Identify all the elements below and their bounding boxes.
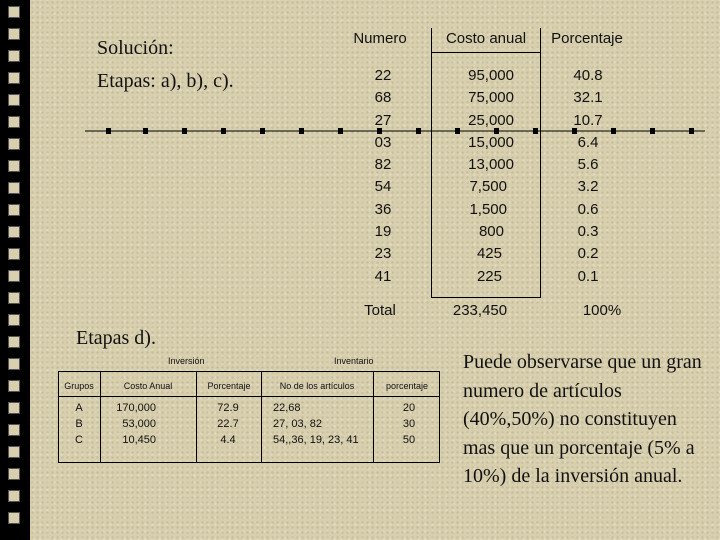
table-cell: 19 [374,223,392,241]
table-cell: 170,000 [116,402,156,414]
header-numero: Numero [353,30,407,47]
film-hole [8,468,20,480]
film-hole [8,138,20,150]
grupos-column [72,400,86,448]
film-hole [8,292,20,304]
total-costo: 233,450 [452,302,508,319]
table-rule [58,396,440,397]
summary-header-articulos: No de los artículos [279,381,355,391]
film-hole [8,182,20,194]
table-cell: 7,500 [469,178,507,196]
summary-header-costo: Costo Anual [123,381,173,391]
film-hole [8,94,20,106]
table-rule [58,462,440,463]
table-cell: 1,500 [469,200,507,218]
table-cell: 3.2 [577,178,599,196]
table-rule [431,52,541,53]
table-cell: 0.2 [577,245,599,263]
porcentaje-column-summary [212,400,244,448]
solution-title: Solución: [97,37,174,59]
porcentaje-inv-column [393,400,425,448]
group-inventario-label: Inventario [334,356,374,366]
film-hole [8,380,20,392]
film-hole [8,336,20,348]
table-cell: 22.7 [217,418,239,430]
film-hole [8,358,20,370]
summary-header-porcentaje: Porcentaje [207,381,251,391]
film-hole [8,314,20,326]
film-hole [8,512,20,524]
header-costo-anual: Costo anual [445,30,527,47]
table-cell: 72.9 [217,402,239,414]
total-label: Total [364,302,396,319]
table-rule [196,371,197,463]
table-cell: 27 [374,111,392,129]
table-cell: 53,000 [122,418,156,430]
table-rule [431,28,432,298]
film-hole [8,6,20,18]
observation-text: Puede observarse que un gran numero de artículos (40%,50%) no constituyen mas que un porcentaje (5% a 10%) de la inversión anual. [463,351,702,487]
table-cell: 54 [374,178,392,196]
table-cell: 23 [374,245,392,263]
table-cell: 03 [374,133,392,151]
total-porcentaje: 100% [582,302,622,319]
film-hole [8,116,20,128]
table-cell: 50 [402,434,416,446]
costo-column [445,65,529,288]
film-hole [8,160,20,172]
film-hole [8,248,20,260]
table-cell: 0.6 [577,200,599,218]
table-cell: 25,000 [468,111,514,129]
table-cell: 0.3 [577,223,599,241]
table-cell: 15,000 [468,133,514,151]
table-cell: 36 [374,200,392,218]
table-cell: 425 [476,245,502,263]
table-cell: B [75,418,83,430]
film-hole [8,270,20,282]
table-rule [431,297,541,298]
table-cell: 54,,36, 19, 23, 41 [273,434,359,446]
table-cell: 10,450 [122,434,156,446]
film-strip-decoration [0,0,30,540]
table-cell: 10.7 [573,111,603,129]
table-cell: 75,000 [468,89,514,107]
film-hole [8,424,20,436]
table-cell: 95,000 [468,67,514,84]
summary-header-grupos: Grupos [64,381,94,391]
table-cell: 0.1 [577,267,599,285]
film-hole [8,226,20,238]
summary-header-porcentaje-inv: porcentaje [385,381,429,391]
table-cell: 4.4 [220,434,236,446]
film-hole [8,28,20,40]
table-cell: 32.1 [573,89,603,107]
table-cell: C [75,434,83,446]
table-cell: 40.8 [573,67,603,84]
table-cell: 13,000 [468,156,514,174]
table-cell: 800 [478,223,504,241]
film-hole [8,402,20,414]
header-porcentaje: Porcentaje [551,30,623,47]
table-cell: A [75,402,83,414]
table-cell: 68 [374,89,392,107]
costo-anual-column [104,400,156,448]
table-cell: 82 [374,156,392,174]
table-cell: 22 [374,67,392,84]
table-rule [540,28,541,298]
solution-steps: Etapas: a), b), c). [97,70,234,92]
table-cell: 20 [402,402,416,414]
table-cell: 5.6 [577,156,599,174]
film-hole [8,72,20,84]
table-rule [58,371,59,463]
film-hole [8,446,20,458]
group-inversion-label: Inversión [168,356,205,366]
table-rule [100,371,101,463]
numero-column [353,65,413,288]
table-cell: 22,68 [273,402,301,414]
table-cell: 41 [374,267,392,285]
table-cell: 225 [476,267,502,285]
table-cell: 6.4 [577,133,599,151]
table-cell: 30 [402,418,416,430]
film-hole [8,490,20,502]
table-rule [439,371,440,463]
table-rule [373,371,374,463]
film-hole [8,204,20,216]
articulos-column [273,400,373,448]
step-d-title: Etapas d). [76,327,156,349]
porcentaje-column [558,65,618,288]
table-rule [58,371,440,372]
table-cell: 27, 03, 82 [273,418,322,430]
table-rule [261,371,262,463]
film-hole [8,50,20,62]
